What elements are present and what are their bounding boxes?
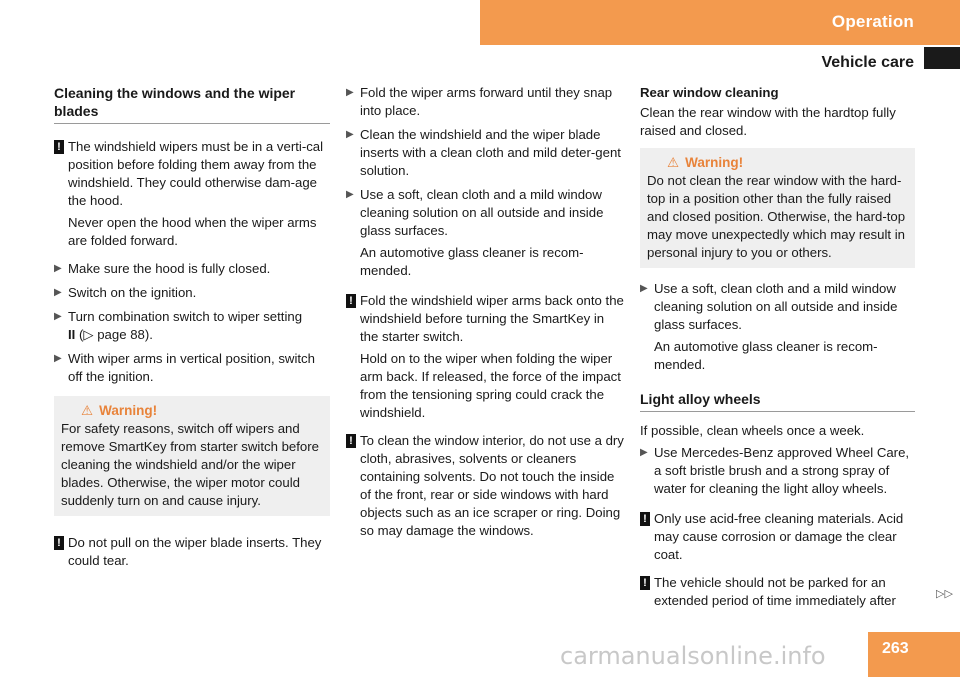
note-text: The windshield wipers must be in a verti-cal position before folding them away from the windshield. They could otherwise dam-age the hood. (68, 139, 324, 208)
note-text: To clean the window interior, do not use a dry cloth, abrasives, solvents or cleaners containing solvents. Do not touch the inside of the front, rear or side windows with hard objects such as an ice scraper or ring. Doing so may damage the windows. (360, 433, 624, 538)
step-text: Use Mercedes-Benz approved Wheel Care, a soft bristle brush and a strong spray of water for cleaning the light alloy wheels. (654, 445, 910, 496)
arrow-right-icon: ▶ (54, 353, 62, 364)
note-text: The vehicle should not be parked for an extended period of time immediately after (654, 575, 896, 608)
step-item (54, 284, 330, 302)
warning-text: Do not clean the rear window with the hard-top in a position other than the fully raised and closed position. Otherwise, the hard-top may move unexpectedly which may result in personal injury to you or others. (647, 173, 906, 260)
step-text: Make sure the hood is fully closed. (68, 261, 271, 276)
step-item (640, 444, 915, 498)
step-item (346, 126, 624, 180)
warning-heading (61, 402, 323, 420)
arrow-right-icon: ▶ (54, 311, 62, 322)
warning-box (54, 396, 330, 516)
note-block (346, 432, 624, 540)
exclamation-box-icon: ! (640, 512, 650, 526)
arrow-right-icon: ▶ (54, 263, 62, 274)
warning-box (640, 148, 915, 268)
warning-triangle-icon: ⚠ (81, 403, 94, 418)
step-subtext: An automotive glass cleaner is recom-mended. (360, 245, 584, 278)
note-block (54, 534, 330, 570)
step-item (346, 84, 624, 120)
page-number: 263 (882, 640, 909, 657)
wiper-setting: II (68, 327, 76, 342)
body-text: If possible, clean wheels once a week. (640, 423, 865, 438)
warning-heading (647, 154, 908, 172)
arrow-right-icon: ▶ (640, 447, 648, 458)
step-text: Fold the wiper arms forward until they snap into place. (360, 85, 613, 118)
warning-title: Warning! (685, 155, 744, 170)
watermark: carmanualsonline.info (560, 642, 826, 670)
note-block (346, 292, 624, 422)
note-text: Fold the windshield wiper arms back onto the windshield before turning the SmartKey in the starter switch. (360, 293, 624, 344)
exclamation-box-icon: ! (54, 536, 64, 550)
step-text: Use a soft, clean cloth and a mild window cleaning solution on all outside and inside glass surfaces. (360, 187, 604, 238)
heading-windows-wipers: Cleaning the windows and the wiper blades (54, 84, 330, 124)
note-text: Hold on to the wiper when folding the wiper arm back. If released, the force of the impact from the tensioning spring could crack the windshield. (360, 351, 621, 420)
page-reference: (▷ page 88). (75, 327, 153, 342)
step-item (54, 308, 330, 344)
step-item (640, 280, 915, 374)
note-text: Only use acid-free cleaning materials. Acid may cause corrosion or damage the clear coat. (654, 511, 904, 562)
section-title: Vehicle care (821, 54, 914, 71)
exclamation-box-icon: ! (346, 294, 356, 308)
column-2 (346, 84, 624, 540)
exclamation-box-icon: ! (346, 434, 356, 448)
note-block (54, 138, 330, 250)
step-text: With wiper arms in vertical position, switch off the ignition. (68, 351, 315, 384)
chapter-title: Operation (831, 12, 914, 31)
body-text: Clean the rear window with the hardtop fully raised and closed. (640, 105, 896, 138)
column-3 (640, 84, 915, 610)
note-block (640, 574, 915, 610)
continued-icon: ▷▷ (936, 588, 953, 600)
arrow-right-icon: ▶ (346, 87, 354, 98)
heading-rear-window: Rear window cleaning (640, 85, 779, 100)
step-text: Switch on the ignition. (68, 285, 197, 300)
heading-alloy-wheels: Light alloy wheels (640, 390, 915, 412)
arrow-right-icon: ▶ (346, 129, 354, 140)
exclamation-box-icon: ! (640, 576, 650, 590)
warning-title: Warning! (99, 403, 158, 418)
note-block (640, 510, 915, 564)
step-item (54, 350, 330, 386)
section-marker (924, 47, 960, 69)
step-item (54, 260, 330, 278)
arrow-right-icon: ▶ (54, 287, 62, 298)
warning-text: For safety reasons, switch off wipers and remove SmartKey from starter switch before cleaning the windshield and/or the wiper blades. Otherwise, the wiper motor could suddenly turn on and cause injury. (61, 421, 319, 508)
step-text-a: Turn combination switch to wiper setting (68, 309, 303, 324)
step-subtext: An automotive glass cleaner is recom-mended. (654, 339, 878, 372)
note-text: Do not pull on the wiper blade inserts. They could tear. (68, 535, 322, 568)
step-item (346, 186, 624, 280)
step-text: Use a soft, clean cloth and a mild window cleaning solution on all outside and inside glass surfaces. (654, 281, 898, 332)
exclamation-box-icon: ! (54, 140, 64, 154)
step-text: Clean the windshield and the wiper blade inserts with a clean cloth and mild deter-gent solution. (360, 127, 621, 178)
note-text: Never open the hood when the wiper arms are folded forward. (68, 215, 317, 248)
arrow-right-icon: ▶ (640, 283, 648, 294)
step-text (68, 308, 330, 344)
column-1 (54, 84, 330, 570)
warning-triangle-icon: ⚠ (667, 155, 680, 170)
arrow-right-icon: ▶ (346, 189, 354, 200)
